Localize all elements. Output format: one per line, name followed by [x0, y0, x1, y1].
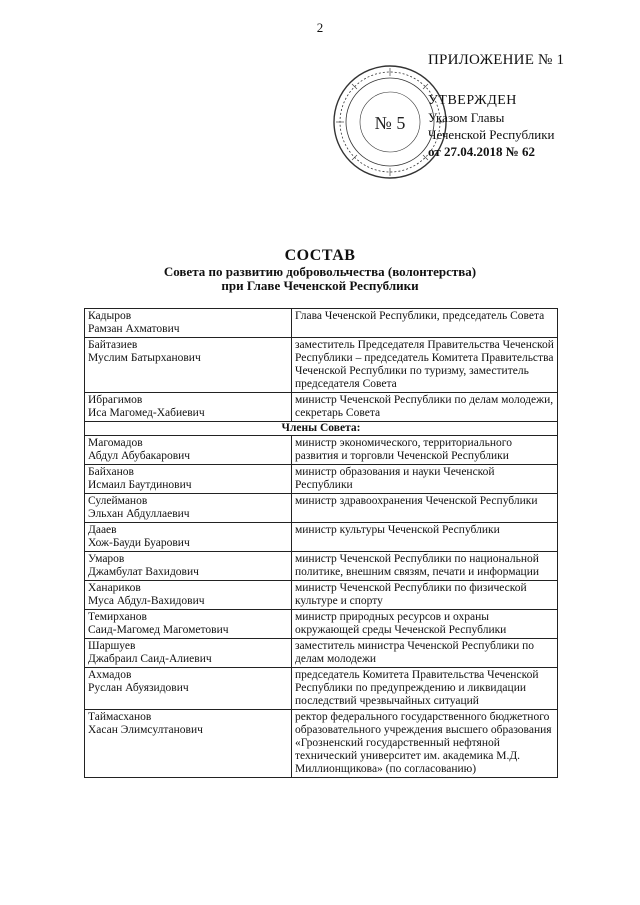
member-name: [85, 338, 292, 393]
document-title: СОСТАВ: [284, 247, 356, 264]
member-given-name: Хож-Бауди Буарович: [88, 537, 190, 549]
member-given-name: Джабраил Саид-Алиевич: [88, 653, 212, 665]
member-name: [85, 639, 292, 668]
table-row: [85, 610, 558, 639]
member-surname: Таймасханов: [88, 711, 152, 723]
table-row: [85, 309, 558, 338]
document-subtitle: [0, 265, 640, 293]
subtitle-line-2: при Главе Чеченской Республики: [221, 278, 419, 293]
member-name: [85, 393, 292, 422]
subtitle-line-1: Совета по развитию добровольчества (волонтерства): [163, 264, 477, 279]
member-name: [85, 494, 292, 523]
member-name: [85, 710, 292, 778]
council-composition-table: [84, 308, 558, 778]
member-name: [85, 552, 292, 581]
member-position: министр культуры Чеченской Республики: [292, 523, 558, 552]
member-surname: Байтазиев: [88, 339, 138, 351]
table-row: [85, 581, 558, 610]
member-position: министр экономического, территориального развития и торговли Чеченской Республики: [292, 436, 558, 465]
member-surname: Ибрагимов: [88, 394, 143, 406]
member-given-name: Муса Абдул-Вахидович: [88, 595, 205, 607]
member-name: [85, 309, 292, 338]
approval-decree: Указом Главы: [428, 110, 505, 125]
appendix-label: ПРИЛОЖЕНИЕ № 1: [428, 52, 565, 68]
table-row: [85, 465, 558, 494]
approval-date: от 27.04.2018 № 62: [428, 144, 536, 159]
member-given-name: Саид-Магомед Магометович: [88, 624, 229, 636]
member-position: заместитель министра Чеченской Республики по делам молодежи: [292, 639, 558, 668]
member-name: [85, 610, 292, 639]
approval-block: [428, 92, 555, 160]
member-position: министр образования и науки Чеченской Республики: [292, 465, 558, 494]
member-name: [85, 465, 292, 494]
member-given-name: Исмаил Баутдинович: [88, 479, 192, 491]
member-name: [85, 581, 292, 610]
seal-number: № 5: [374, 113, 406, 133]
member-surname: Ханариков: [88, 582, 141, 594]
members-section-header: Члены Совета:: [85, 422, 558, 436]
table-row: [85, 668, 558, 710]
member-surname: Магомадов: [88, 437, 143, 449]
member-surname: Шаршуев: [88, 640, 136, 652]
member-given-name: Хасан Элимсултанович: [88, 724, 203, 736]
approved-label: УТВЕРЖДЕН: [428, 93, 517, 108]
table-row: [85, 436, 558, 465]
member-surname: Ахмадов: [88, 669, 132, 681]
table-row: [85, 494, 558, 523]
table-row: [85, 710, 558, 778]
member-name: [85, 668, 292, 710]
member-surname: Сулейманов: [88, 495, 148, 507]
member-given-name: Муслим Батырханович: [88, 352, 201, 364]
member-surname: Дааев: [88, 524, 117, 536]
member-position: министр природных ресурсов и охраны окружающей среды Чеченской Республики: [292, 610, 558, 639]
member-given-name: Абдул Абубакарович: [88, 450, 191, 462]
member-given-name: Джамбулат Вахидович: [88, 566, 199, 578]
member-given-name: Руслан Абуязидович: [88, 682, 189, 694]
approval-republic: Чеченской Республики: [428, 127, 555, 142]
member-position: Глава Чеченской Республики, председатель Совета: [292, 309, 558, 338]
member-given-name: Иса Магомед-Хабиевич: [88, 407, 205, 419]
member-name: [85, 436, 292, 465]
section-row: [85, 422, 558, 436]
page-number: 2: [316, 20, 324, 35]
table-row: [85, 639, 558, 668]
member-position: министр Чеченской Республики по национальной политике, внешним связям, печати и информации: [292, 552, 558, 581]
member-position: министр Чеченской Республики по физической культуре и спорту: [292, 581, 558, 610]
member-position: министр здравоохранения Чеченской Республики: [292, 494, 558, 523]
member-surname: Умаров: [88, 553, 125, 565]
member-given-name: Рамзан Ахматович: [88, 323, 180, 335]
member-surname: Темирханов: [88, 611, 147, 623]
table-row: [85, 393, 558, 422]
table-row: [85, 338, 558, 393]
member-surname: Кадыров: [88, 310, 132, 322]
member-given-name: Эльхан Абдуллаевич: [88, 508, 190, 520]
member-surname: Байханов: [88, 466, 134, 478]
member-name: [85, 523, 292, 552]
member-position: председатель Комитета Правительства Чеченской Республики по предупреждению и ликвидации последствий чрезвычайных ситуаций: [292, 668, 558, 710]
member-position: заместитель Председателя Правительства Чеченской Республики – председатель Комитета Правительства Чеченской Республики по туризму, заместитель председателя Совета: [292, 338, 558, 393]
table-row: [85, 523, 558, 552]
table-row: [85, 552, 558, 581]
member-position: министр Чеченской Республики по делам молодежи, секретарь Совета: [292, 393, 558, 422]
member-position: ректор федерального государственного бюджетного образовательного учреждения высшего образования «Грозненский государственный нефтяной технический университет им. академика М.Д. Миллионщикова» (по согласованию): [292, 710, 558, 778]
